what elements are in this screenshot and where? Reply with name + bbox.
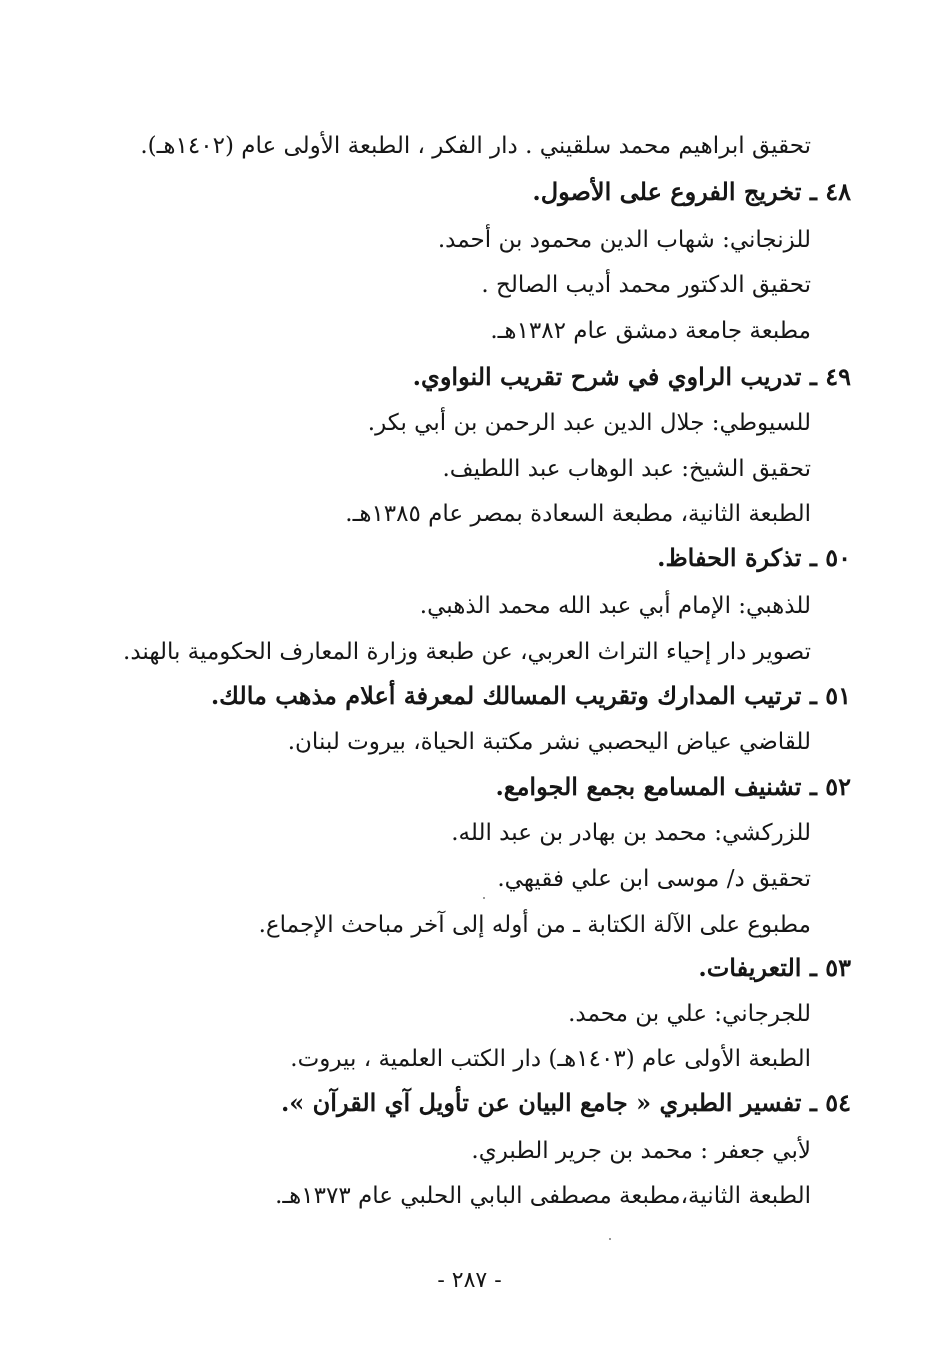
entry-54-author: لأبي جعفر : محمد بن جرير الطبري.: [471, 1138, 811, 1164]
entry-47-publication: تحقيق ابراهيم محمد سلقيني . دار الفكر ، الطبعة الأولى عام (١٤٠٢هـ).: [140, 133, 811, 159]
entry-48-editor: تحقيق الدكتور محمد أديب الصالح .: [481, 272, 811, 298]
scan-speck: [483, 897, 485, 899]
entry-54-publication: الطبعة الثانية،مطبعة مصطفى البابي الحلبي عام ١٣٧٣هـ.: [275, 1183, 811, 1209]
entry-49-publication: الطبعة الثانية، مطبعة السعادة بمصر عام ١٣٨٥هـ.: [345, 501, 811, 527]
entry-50-publication: تصوير دار إحياء التراث العربي، عن طبعة وزارة المعارف الحكومية بالهند.: [123, 639, 811, 665]
entry-52-title: ٥٢ ـ تشنيف المسامع بجمع الجوامع.: [495, 772, 851, 801]
entry-49-author: للسيوطي: جلال الدين عبد الرحمن بن أبي بكر.: [367, 410, 811, 436]
entry-50-title: ٥٠ ـ تذكرة الحفاظ.: [657, 543, 851, 572]
entry-49-editor: تحقيق الشيخ: عبد الوهاب عبد اللطيف.: [442, 456, 811, 482]
entry-48-author: للزنجاني: شهاب الدين محمود بن أحمد.: [437, 227, 811, 253]
entry-53-title: ٥٣ ـ التعريفات.: [698, 953, 851, 982]
entry-51-title: ٥١ ـ ترتيب المدارك وتقريب المسالك لمعرفة أعلام مذهب مالك.: [210, 681, 851, 710]
entry-52-author: للزركشي: محمد بن بهادر بن عبد الله.: [451, 820, 811, 846]
entry-53-author: للجرجاني: علي بن محمد.: [568, 1001, 811, 1027]
page-number: - ٢٨٧ -: [437, 1268, 502, 1293]
entry-54-title: ٥٤ ـ تفسير الطبري « جامع البيان عن تأويل آي القرآن ».: [280, 1088, 851, 1117]
entry-52-editor: تحقيق د/ موسى ابن علي فقيهي.: [497, 866, 811, 892]
entry-51-author: للقاضي عياض اليحصبي نشر مكتبة الحياة، بيروت لبنان.: [287, 729, 811, 755]
entry-50-author: للذهبي: الإمام أبي عبد الله محمد الذهبي.: [419, 593, 811, 619]
entry-49-title: ٤٩ ـ تدريب الراوي في شرح تقريب النواوي.: [412, 362, 851, 391]
entry-48-title: ٤٨ ـ تخريج الفروع على الأصول.: [532, 177, 851, 206]
entry-53-publication: الطبعة الأولى عام (١٤٠٣هـ) دار الكتب العلمية ، بيروت.: [290, 1046, 811, 1072]
entry-48-publication: مطبعة جامعة دمشق عام ١٣٨٢هـ.: [490, 318, 811, 344]
entry-52-publication: مطبوع على الآلة الكتابة ـ من أوله إلى آخر مباحث الإجماع.: [258, 912, 811, 938]
scan-speck: [609, 1238, 611, 1240]
